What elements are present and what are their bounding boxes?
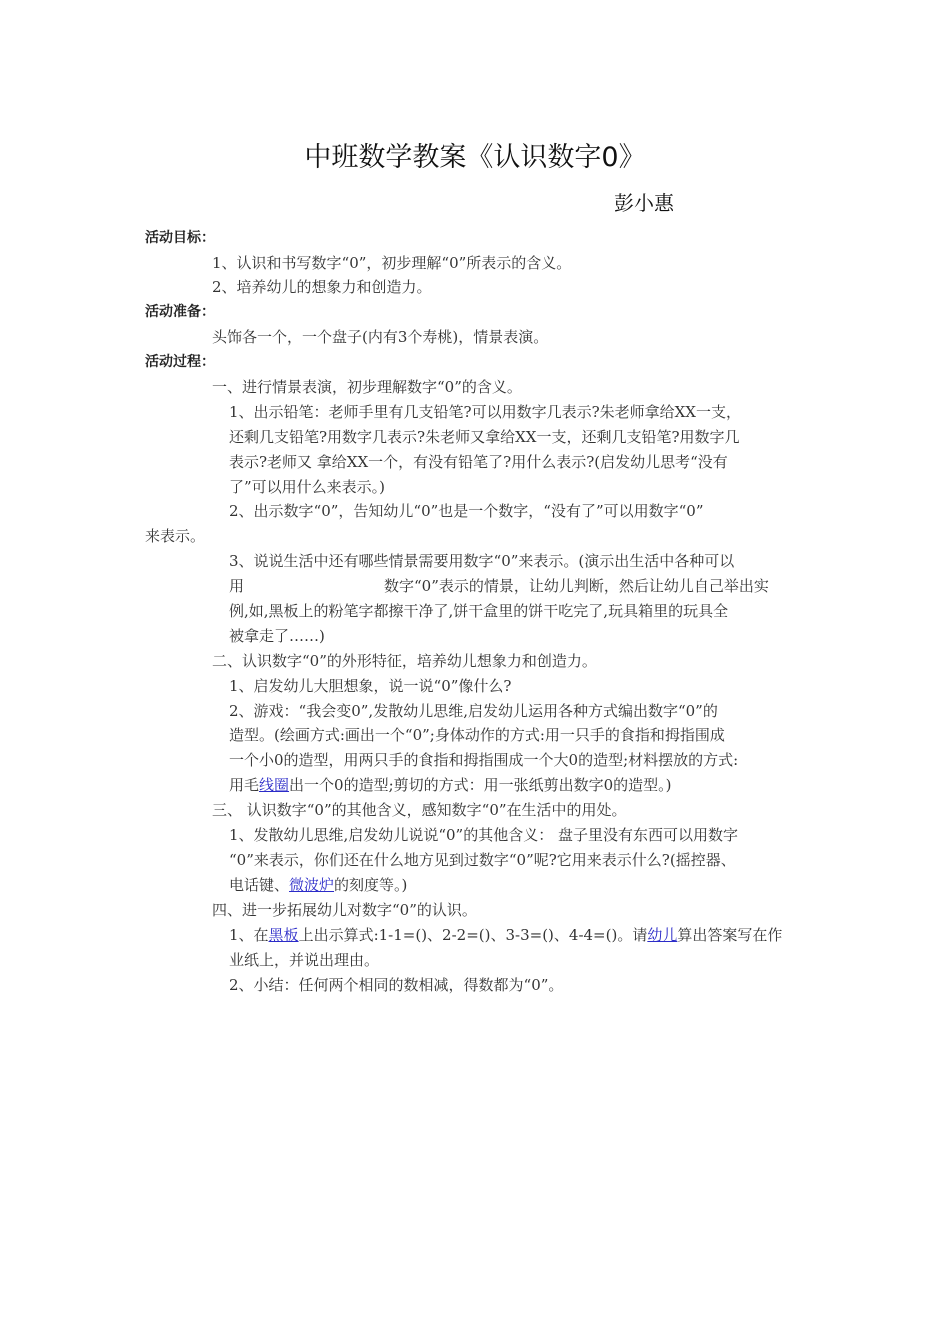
s3-p1-line-3-start: 电话键、 [229, 876, 290, 894]
s4-p1-line-1-mid: 上出示算式:1-1=()、2-2=()、3-3=()、4-4=()。请 [298, 926, 648, 944]
s4-p1-line-2: 业纸上，并说出理由。 [229, 951, 380, 969]
s2-p2-line-4-rest: 出一个0的造型;剪切的方式：用一张纸剪出数字0的造型。) [289, 776, 672, 794]
goal-item-2: 2、培养幼儿的想象力和创造力。 [212, 278, 432, 296]
s1-p3-line-2-rest: 数字“0”表示的情景，让幼儿判断，然后让幼儿自己举出实 [384, 577, 769, 595]
link-youer[interactable]: 幼儿 [647, 926, 678, 944]
s4-p1-line-1 [229, 925, 782, 945]
section-1-title: 一、进行情景表演，初步理解数字“0”的含义。 [212, 378, 522, 396]
prep-text: 头饰各一个，一个盘子(内有3个寿桃)，情景表演。 [212, 328, 549, 346]
s4-p1-line-1-end: 算出答案写在作 [677, 926, 783, 944]
s2-p1: 1、启发幼儿大胆想象，说一说“0”像什么? [229, 677, 512, 695]
s1-p3-line-1: 3、说说生活中还有哪些情景需要用数字“0”来表示。(演示出生活中各种可以 [229, 552, 735, 570]
s1-p1-line-2: 还剩几支铅笔?用数字几表示?朱老师又拿给XX一支，还剩几支铅笔?用数字几 [229, 428, 740, 446]
s1-p3-line-2 [229, 576, 769, 596]
prep-heading: 活动准备： [145, 304, 215, 320]
s2-p2-line-4-start: 用毛 [229, 776, 260, 794]
s2-p2-line-2: 造型。(绘画方式:画出一个“0”;身体动作的方式:用一只手的食指和拇指围成 [229, 726, 725, 744]
process-heading: 活动过程： [145, 354, 215, 370]
s1-p3-line-2-start: 用 [229, 577, 245, 595]
goal-item-1: 1、认识和书写数字“0”，初步理解“0”所表示的含义。 [212, 254, 572, 272]
document-title: 中班数学教案《认识数字0》 [304, 142, 646, 173]
s3-p1-line-3-rest: 的刻度等。) [334, 876, 408, 894]
s1-p3-line-3: 例,如,黑板上的粉笔字都擦干净了,饼干盒里的饼干吃完了,玩具箱里的玩具全 [229, 602, 729, 620]
s4-p1-line-1-start: 1、在 [229, 926, 269, 944]
s3-p1-line-1: 1、发散幼儿思维,启发幼儿说说“0”的其他含义： 盘子里没有东西可以用数字 [229, 826, 738, 844]
s1-p2-line-2: 来表示。 [145, 527, 206, 545]
s2-p2-line-4 [229, 775, 672, 795]
link-weibolu[interactable]: 微波炉 [289, 876, 335, 894]
s1-p2-line-1: 2、出示数字“0”，告知幼儿“0”也是一个数字，“没有了”可以用数字“0” [229, 502, 704, 520]
goal-heading: 活动目标： [145, 230, 215, 246]
section-2-title: 二、认识数字“0”的外形特征，培养幼儿想象力和创造力。 [212, 652, 597, 670]
s3-p1-line-2: “0”来表示，你们还在什么地方见到过数字“0”呢?它用来表示什么?(摇控器、 [229, 851, 736, 869]
section-3-title: 三、 认识数字“0”的其他含义，感知数字“0”在生活中的用处。 [212, 801, 627, 819]
s3-p1-line-3 [229, 875, 407, 895]
s1-p1-line-3: 表示?老师又 拿给XX一个，有没有铅笔了?用什么表示?(启发幼儿思考“没有 [229, 453, 728, 471]
s4-p2: 2、小结：任何两个相同的数相减，得数都为“0”。 [229, 976, 564, 994]
s1-p1-line-1: 1、出示铅笔：老师手里有几支铅笔?可以用数字几表示?朱老师拿给XX一支， [229, 403, 741, 421]
s2-p2-line-1: 2、游戏：“我会变0”,发散幼儿思维,启发幼儿运用各种方式编出数字“0”的 [229, 702, 718, 720]
s1-p3-line-4: 被拿走了……) [229, 627, 325, 645]
link-xianquan[interactable]: 线圈 [259, 776, 290, 794]
author-name: 彭小惠 [614, 191, 674, 215]
section-4-title: 四、进一步拓展幼儿对数字“0”的认识。 [212, 901, 477, 919]
s2-p2-line-3: 一个小0的造型，用两只手的食指和拇指围成一个大0的造型;材料摆放的方式: [229, 751, 739, 769]
link-heiban[interactable]: 黑板 [268, 926, 299, 944]
s1-p1-line-4: 了”可以用什么来表示。) [229, 478, 386, 496]
